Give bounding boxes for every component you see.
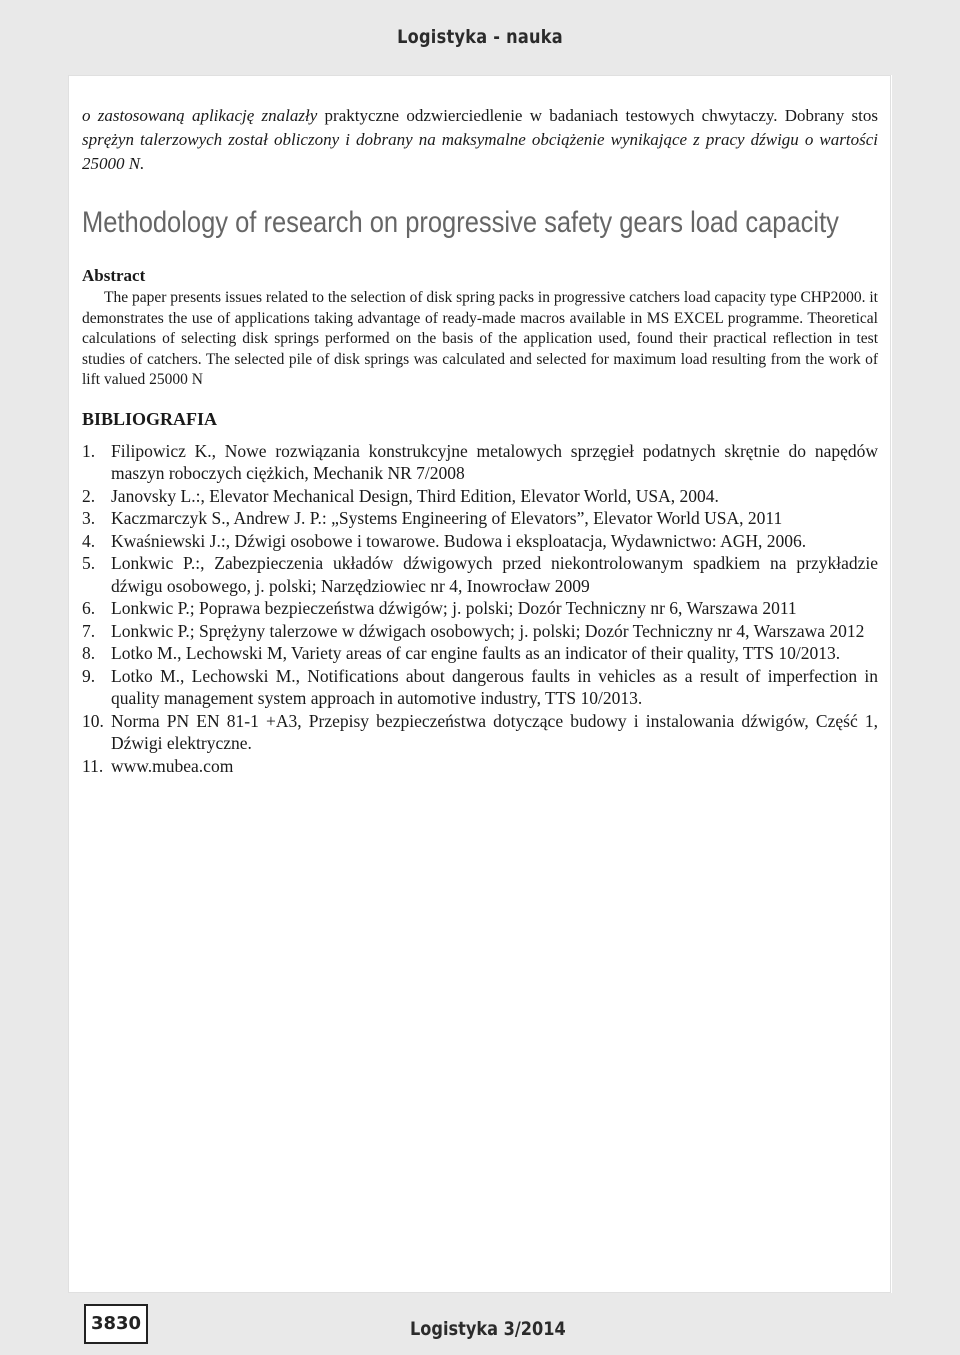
bibliography-heading: BIBLIOGRAFIA — [82, 408, 218, 429]
reference-text: Lonkwic P.; Sprężyny talerzowe w dźwigach osobowych; j. polski; Dozór Techniczny nr 4, Warszawa 2012 — [111, 620, 865, 641]
reference-item — [82, 755, 878, 778]
reference-item — [82, 507, 878, 530]
reference-number: 4. — [82, 530, 96, 551]
reference-number: 2. — [82, 485, 96, 506]
reference-number: 1. — [82, 440, 96, 461]
reference-number: 9. — [82, 665, 96, 686]
intro-segment-3: sprężyn talerzowych został obliczony i dobrany na maksymalne obciążenie wynikające z pracy dźwigu o wartości 25000 N. — [82, 130, 878, 173]
reference-item — [82, 485, 878, 508]
reference-text: Lonkwic P.:, Zabezpieczenia układów dźwigowych przed niekontrolowanym spadkiem na przykładzie dźwigu osobowego, j. polski; Narzędziowiec nr 4, Inowrocław 2009 — [111, 553, 878, 596]
reference-text: Lotko M., Lechowski M., Notifications about dangerous faults in vehicles as a result of imperfection in quality management system approach in automotive industry, TTS 10/2013. — [111, 665, 878, 708]
reference-number: 11. — [82, 755, 104, 776]
reference-number: 3. — [82, 508, 96, 528]
journal-name: Logistyka - nauka — [397, 26, 563, 48]
reference-item — [82, 620, 878, 643]
reference-text: Kaczmarczyk S., Andrew J. P.: „Systems Engineering of Elevators”, Elevator World USA, 2011 — [111, 508, 783, 528]
reference-number: 7. — [82, 620, 96, 641]
reference-text: Kwaśniewski J.:, Dźwigi osobowe i towarowe. Budowa i eksploatacja, Wydawnictwo: AGH, 2006. — [111, 530, 807, 551]
reference-text: Janovsky L.:, Elevator Mechanical Design, Third Edition, Elevator World, USA, 2004. — [111, 485, 719, 506]
reference-item — [82, 597, 878, 620]
reference-item — [82, 665, 878, 710]
page-content — [82, 104, 878, 777]
intro-segment-2: praktyczne odzwierciedlenie w badaniach testowych chwytaczy. Dobrany stos — [317, 106, 878, 125]
reference-text: Lotko M., Lechowski M, Variety areas of car engine faults as an indicator of their quality, TTS 10/2013. — [111, 643, 841, 663]
right-margin — [892, 75, 960, 1293]
left-margin — [0, 75, 68, 1293]
reference-text: Lonkwic P.; Poprawa bezpieczeństwa dźwigów; j. polski; Dozór Techniczny nr 6, Warszawa 2011 — [111, 598, 797, 618]
reference-item — [82, 642, 878, 665]
reference-text: Norma PN EN 81-1 +A3, Przepisy bezpieczeństwa dotyczące budowy i instalowania dźwigów, Część 1, Dźwigi elektryczne. — [111, 710, 878, 753]
reference-text: www.mubea.com — [111, 755, 234, 776]
abstract-heading: Abstract — [82, 266, 146, 285]
intro-paragraph — [82, 104, 878, 176]
bibliography-list — [82, 440, 878, 778]
reference-item — [82, 440, 878, 485]
reference-number: 8. — [82, 643, 96, 663]
reference-item — [82, 552, 878, 597]
intro-segment-1: o zastosowaną aplikację znalazły — [82, 106, 318, 125]
reference-text: Filipowicz K., Nowe rozwiązania konstrukcyjne metalowych sprzęgieł podatnych skrętnie do napędów maszyn roboczych ciężkich, Mechanik NR 7/2008 — [111, 440, 878, 483]
reference-number: 10. — [82, 710, 104, 731]
abstract-body: The paper presents issues related to the selection of disk spring packs in progressive catchers load capacity type CHP2000. it demonstrates the use of applications taking advantage of ready-made macros available in MS EXCEL programme. Theoretical calculations of selecting disk springs performed on the basis of the application used, found their practical reflection in test studies of catchers. The selected pile of disk springs was calculated and selected for maximum load resulting from the work of lift valued 25000 N — [82, 289, 878, 388]
issue-label: Logistyka 3/2014 — [410, 1318, 566, 1340]
paper-title: Methodology of research on progressive safety gears load capacity — [82, 206, 839, 239]
reference-item — [82, 710, 878, 755]
reference-number: 5. — [82, 553, 96, 573]
reference-number: 6. — [82, 598, 96, 618]
reference-item — [82, 530, 878, 553]
page-number: 3830 — [84, 1304, 148, 1344]
